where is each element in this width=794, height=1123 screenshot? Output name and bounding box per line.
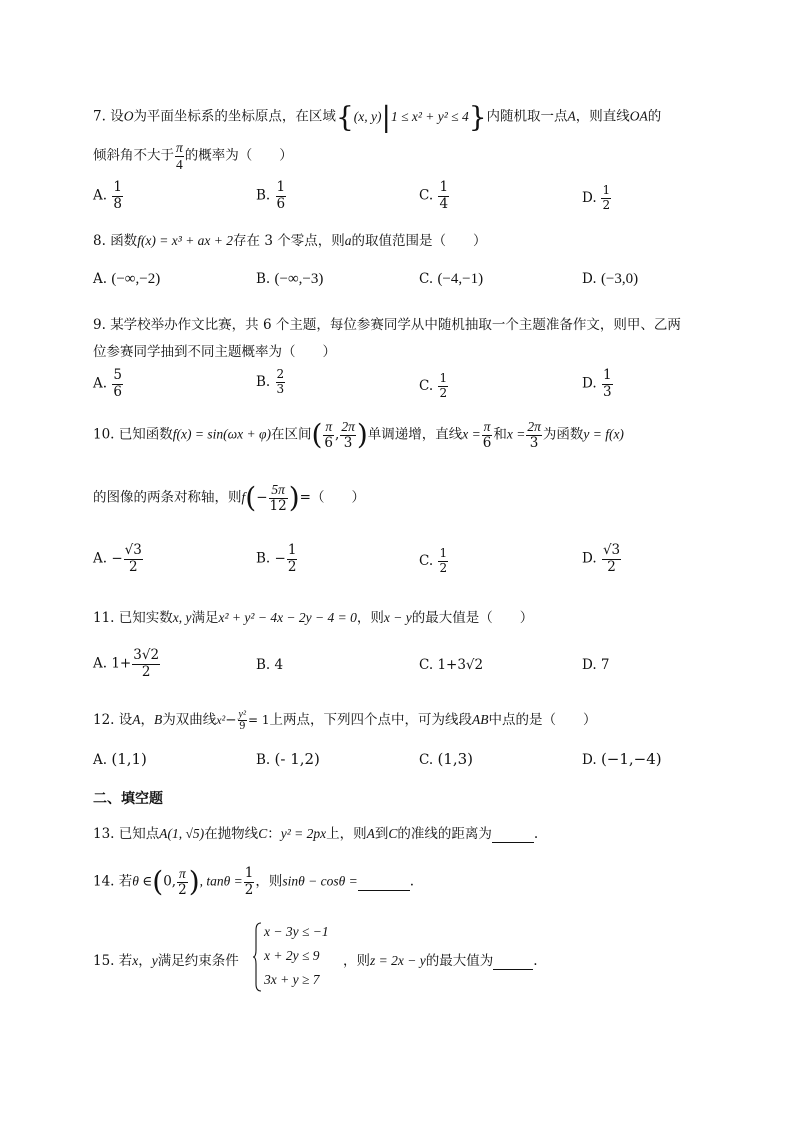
question-12: 12. 设A，B为双曲线x²− $\frac{\text{y²}}{9}$ = 1上两点，下列四个点中，可为线段AB中点的是（ ） xyxy=(93,708,597,732)
q13-answer-blank[interactable] xyxy=(492,826,534,843)
q7-fraction: $\frac{\pi}{4}$ xyxy=(176,140,183,172)
q12-option-d[interactable]: D. (−1,−4) xyxy=(582,750,662,768)
q10-line2: 的图像的两条对称轴，则f(− $\frac{5\pi}{12}$ )=（ ） xyxy=(93,481,365,515)
q15-constraint-1: x − 3y ≤ −1 xyxy=(264,924,329,939)
question-15: 15. 若x，y满足约束条件 xyxy=(93,953,239,969)
q9-number: 9. xyxy=(93,317,106,333)
q12-number: 12. xyxy=(93,712,115,728)
q7-line2: 倾斜角不大于 $\frac{\pi}{4}$ 的概率为（ ） xyxy=(93,140,293,172)
q11-option-b[interactable]: B. 4 xyxy=(256,657,284,673)
q7-option-a[interactable]: A. $\frac{1}{8}$ xyxy=(93,179,122,212)
question-14: 14. 若θ ∈(0, $\frac{\pi}{2}$ ), tanθ = $\frac{1}{2}$ ，则sinθ − cosθ = . xyxy=(93,865,415,899)
q15-constraint-2: x + 2y ≤ 9 xyxy=(264,948,320,963)
q10-number: 10. xyxy=(93,426,115,443)
q8-option-d[interactable]: D. (−3,0) xyxy=(582,271,639,287)
question-7: 7. 设O为平面坐标系的坐标原点，在区域{(x, y)|1 ≤ x² + y² ≤ 4}内随机取一点A，则直线OA的 xyxy=(93,100,662,133)
question-13: 13. 已知点A(1, √5)在抛物线C：y² = 2px上，则A到C的准线的距离为 . xyxy=(93,826,539,842)
q10-option-d[interactable]: D. $\frac{√3}{2}$ xyxy=(582,542,621,575)
question-8: 8. 函数f(x) = x³ + ax + 2存在 3 个零点，则a的取值范围是（ ） xyxy=(93,233,487,249)
q10-option-b[interactable]: B. − $\frac{1}{2}$ xyxy=(256,542,297,575)
q8-option-c[interactable]: C. (−4,−1) xyxy=(419,271,484,287)
q8-number: 8. xyxy=(93,233,106,249)
q9-line2: 位参赛同学抽到不同主题概率为（ ） xyxy=(93,344,336,360)
q9-option-c[interactable]: C. $\frac{1}{2}$ xyxy=(419,371,448,400)
q11-option-a[interactable]: A. 1+ $\frac{3√2}{2}$ xyxy=(93,647,160,680)
q9-option-a[interactable]: A. $\frac{5}{6}$ xyxy=(93,367,122,400)
q10-option-a[interactable]: A. − $\frac{√3}{2}$ xyxy=(93,542,142,575)
question-10: 10. 已知函数f(x) = sin(ωx + φ)在区间( $\frac{\pi}{6}$ , $\frac{2\pi}{3}$ )单调递增，直线x = $\frac{\pi}{6}$ 和x = $\frac{2\pi}{3}$ 为函数y = f(x) xyxy=(93,418,624,452)
q11-option-c[interactable]: C. 1+3√2 xyxy=(419,657,484,673)
q9-option-b[interactable]: B. $\frac{2}{3}$ xyxy=(256,367,285,396)
q15-tail: ，则z = 2x − y的最大值为 . xyxy=(343,953,538,969)
q11-option-d[interactable]: D. 7 xyxy=(582,657,610,673)
q12-option-a[interactable]: A. (1,1) xyxy=(93,750,147,768)
q14-answer-blank[interactable] xyxy=(358,874,410,891)
q12-option-b[interactable]: B. (- 1,2) xyxy=(256,750,320,768)
question-9: 9. 某学校举办作文比赛，共 6 个主题，每位参赛同学从中随机抽取一个主题准备作文，则甲、乙两 xyxy=(93,317,681,333)
q7-option-b[interactable]: B. $\frac{1}{6}$ xyxy=(256,179,286,212)
question-11: 11. 已知实数x, y满足x² + y² − 4x − 2y − 4 = 0，则x − y的最大值是（ ） xyxy=(93,610,534,626)
q7-region-set: {(x, y)|1 ≤ x² + y² ≤ 4} xyxy=(335,100,487,133)
q12-option-c[interactable]: C. (1,3) xyxy=(419,750,473,768)
q14-number: 14. xyxy=(93,873,115,890)
q15-left-brace xyxy=(253,922,263,992)
q7-option-d[interactable]: D. $\frac{1}{2}$ xyxy=(582,183,611,212)
q15-constraint-3: 3x + y ≥ 7 xyxy=(264,972,320,987)
section-heading-fill-in: 二、填空题 xyxy=(93,791,163,807)
q8-option-a[interactable]: A. (−∞,−2) xyxy=(93,271,161,287)
q8-option-b[interactable]: B. (−∞,−3) xyxy=(256,271,324,287)
q13-number: 13. xyxy=(93,826,115,842)
q15-answer-blank[interactable] xyxy=(493,953,533,970)
q11-number: 11. xyxy=(93,610,115,626)
q7-option-c[interactable]: C. $\frac{1}{4}$ xyxy=(419,179,449,212)
q15-number: 15. xyxy=(93,953,115,969)
q10-option-c[interactable]: C. $\frac{1}{2}$ xyxy=(419,546,448,575)
q9-option-d[interactable]: D. $\frac{1}{3}$ xyxy=(582,367,612,400)
q7-number: 7. xyxy=(93,108,106,125)
